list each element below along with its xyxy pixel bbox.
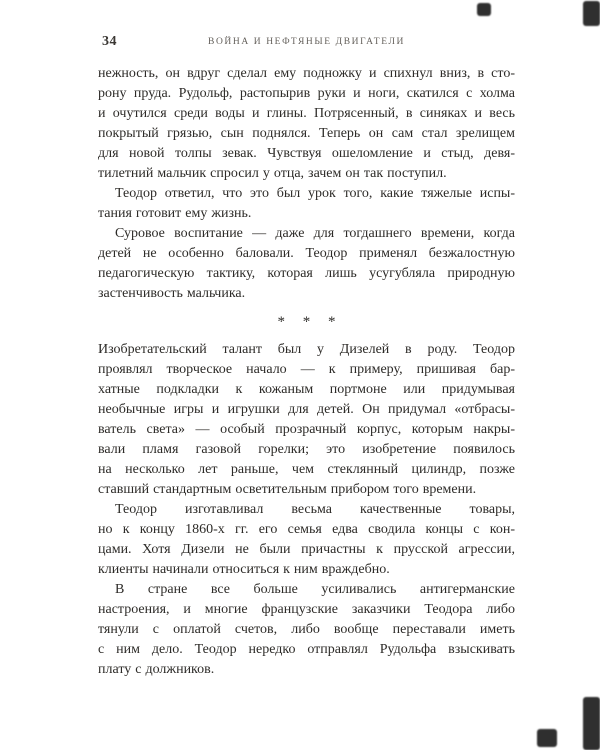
text-line: тания готовит ему жизнь. [98, 206, 252, 221]
text-line: Теодор изготавливал весьма качественные товары, [115, 502, 515, 517]
section-separator: * * * [277, 314, 336, 330]
text-line: застенчивость мальчика. [98, 286, 246, 301]
text-line: проявлял творческое начало — к примеру, пришивая бар- [98, 362, 515, 377]
scan-artifact-bottom-right [537, 729, 557, 747]
text-line: вали пламя газовой горелки; это изобретение появилось [98, 442, 515, 457]
text-line: Изобретательский талант был у Дизелей в роду. Теодор [98, 342, 515, 357]
paragraph [98, 64, 515, 184]
text-line: ставший стандартным осветительным прибором того времени. [98, 482, 477, 497]
paragraph [98, 340, 515, 500]
text-line: на несколько лет раньше, чем стеклянный цилиндр, позже [98, 462, 515, 477]
page-number: 34 [102, 34, 117, 49]
text-line: тилетний мальчик спросил у отца, зачем он так поступил. [98, 166, 447, 181]
paragraph [98, 224, 515, 304]
text-line: необычные игры и игрушки для детей. Он придумал «отбрасы- [98, 402, 515, 417]
text-line: хатные подкладки к кожаным портмоне или придумывая [98, 382, 515, 397]
text-line: тянули с оплатой счетов, либо вообще переставали иметь [98, 622, 515, 637]
text-line: настроения, и многие французские заказчики Теодора либо [98, 602, 515, 617]
scan-artifact-top-edge [583, 1, 600, 26]
text-line: плату с должников. [98, 662, 215, 677]
text-line: В стране все больше усиливались антигерманские [115, 582, 515, 597]
text-line: ватель света» — особый прозрачный корпус, которым накры- [98, 422, 515, 437]
text-line: Суровое воспитание — даже для тогдашнего времени, когда [115, 226, 515, 241]
running-header-row [98, 35, 515, 51]
text-line: с ним дело. Теодор нередко отправлял Рудольфа взыскивать [98, 642, 515, 657]
paragraph [98, 500, 515, 580]
scan-artifact-bottom-edge [583, 697, 600, 750]
text-line: но к концу 1860-х гг. его семья едва сводила концы с кон- [98, 522, 515, 537]
text-line: клиенты начинали относиться к ним враждебно. [98, 562, 390, 577]
text-line: детей не особенно баловали. Теодор применял безжалостную [98, 246, 515, 261]
text-line: покрытый грязью, сын поднялся. Теперь он сам стал зрелищем [98, 126, 515, 141]
text-line: нежность, он вдруг сделал ему подножку и спихнул вниз, в сто- [98, 66, 515, 81]
paragraph [98, 580, 515, 680]
text-line: рону пруда. Рудольф, растопырив руки и ноги, скатился с холма [98, 86, 515, 101]
scan-artifact-top-right [477, 3, 491, 16]
text-line: педагогическую тактику, которая лишь усугубляла природную [98, 266, 515, 281]
text-line: и очутился среди воды и глины. Потрясенный, в синяках и весь [98, 106, 515, 121]
text-line: для новой толпы зевак. Чувствуя ошеломление и стыд, девя- [98, 146, 515, 161]
paragraph [98, 184, 515, 224]
page-body [98, 64, 515, 680]
text-line: Теодор ответил, что это был урок того, какие тяжелые испы- [115, 186, 515, 201]
running-header: ВОЙНА И НЕФТЯНЫЕ ДВИГАТЕЛИ [208, 37, 405, 47]
text-line: цами. Хотя Дизели не были причастны к прусской агрессии, [98, 542, 515, 557]
